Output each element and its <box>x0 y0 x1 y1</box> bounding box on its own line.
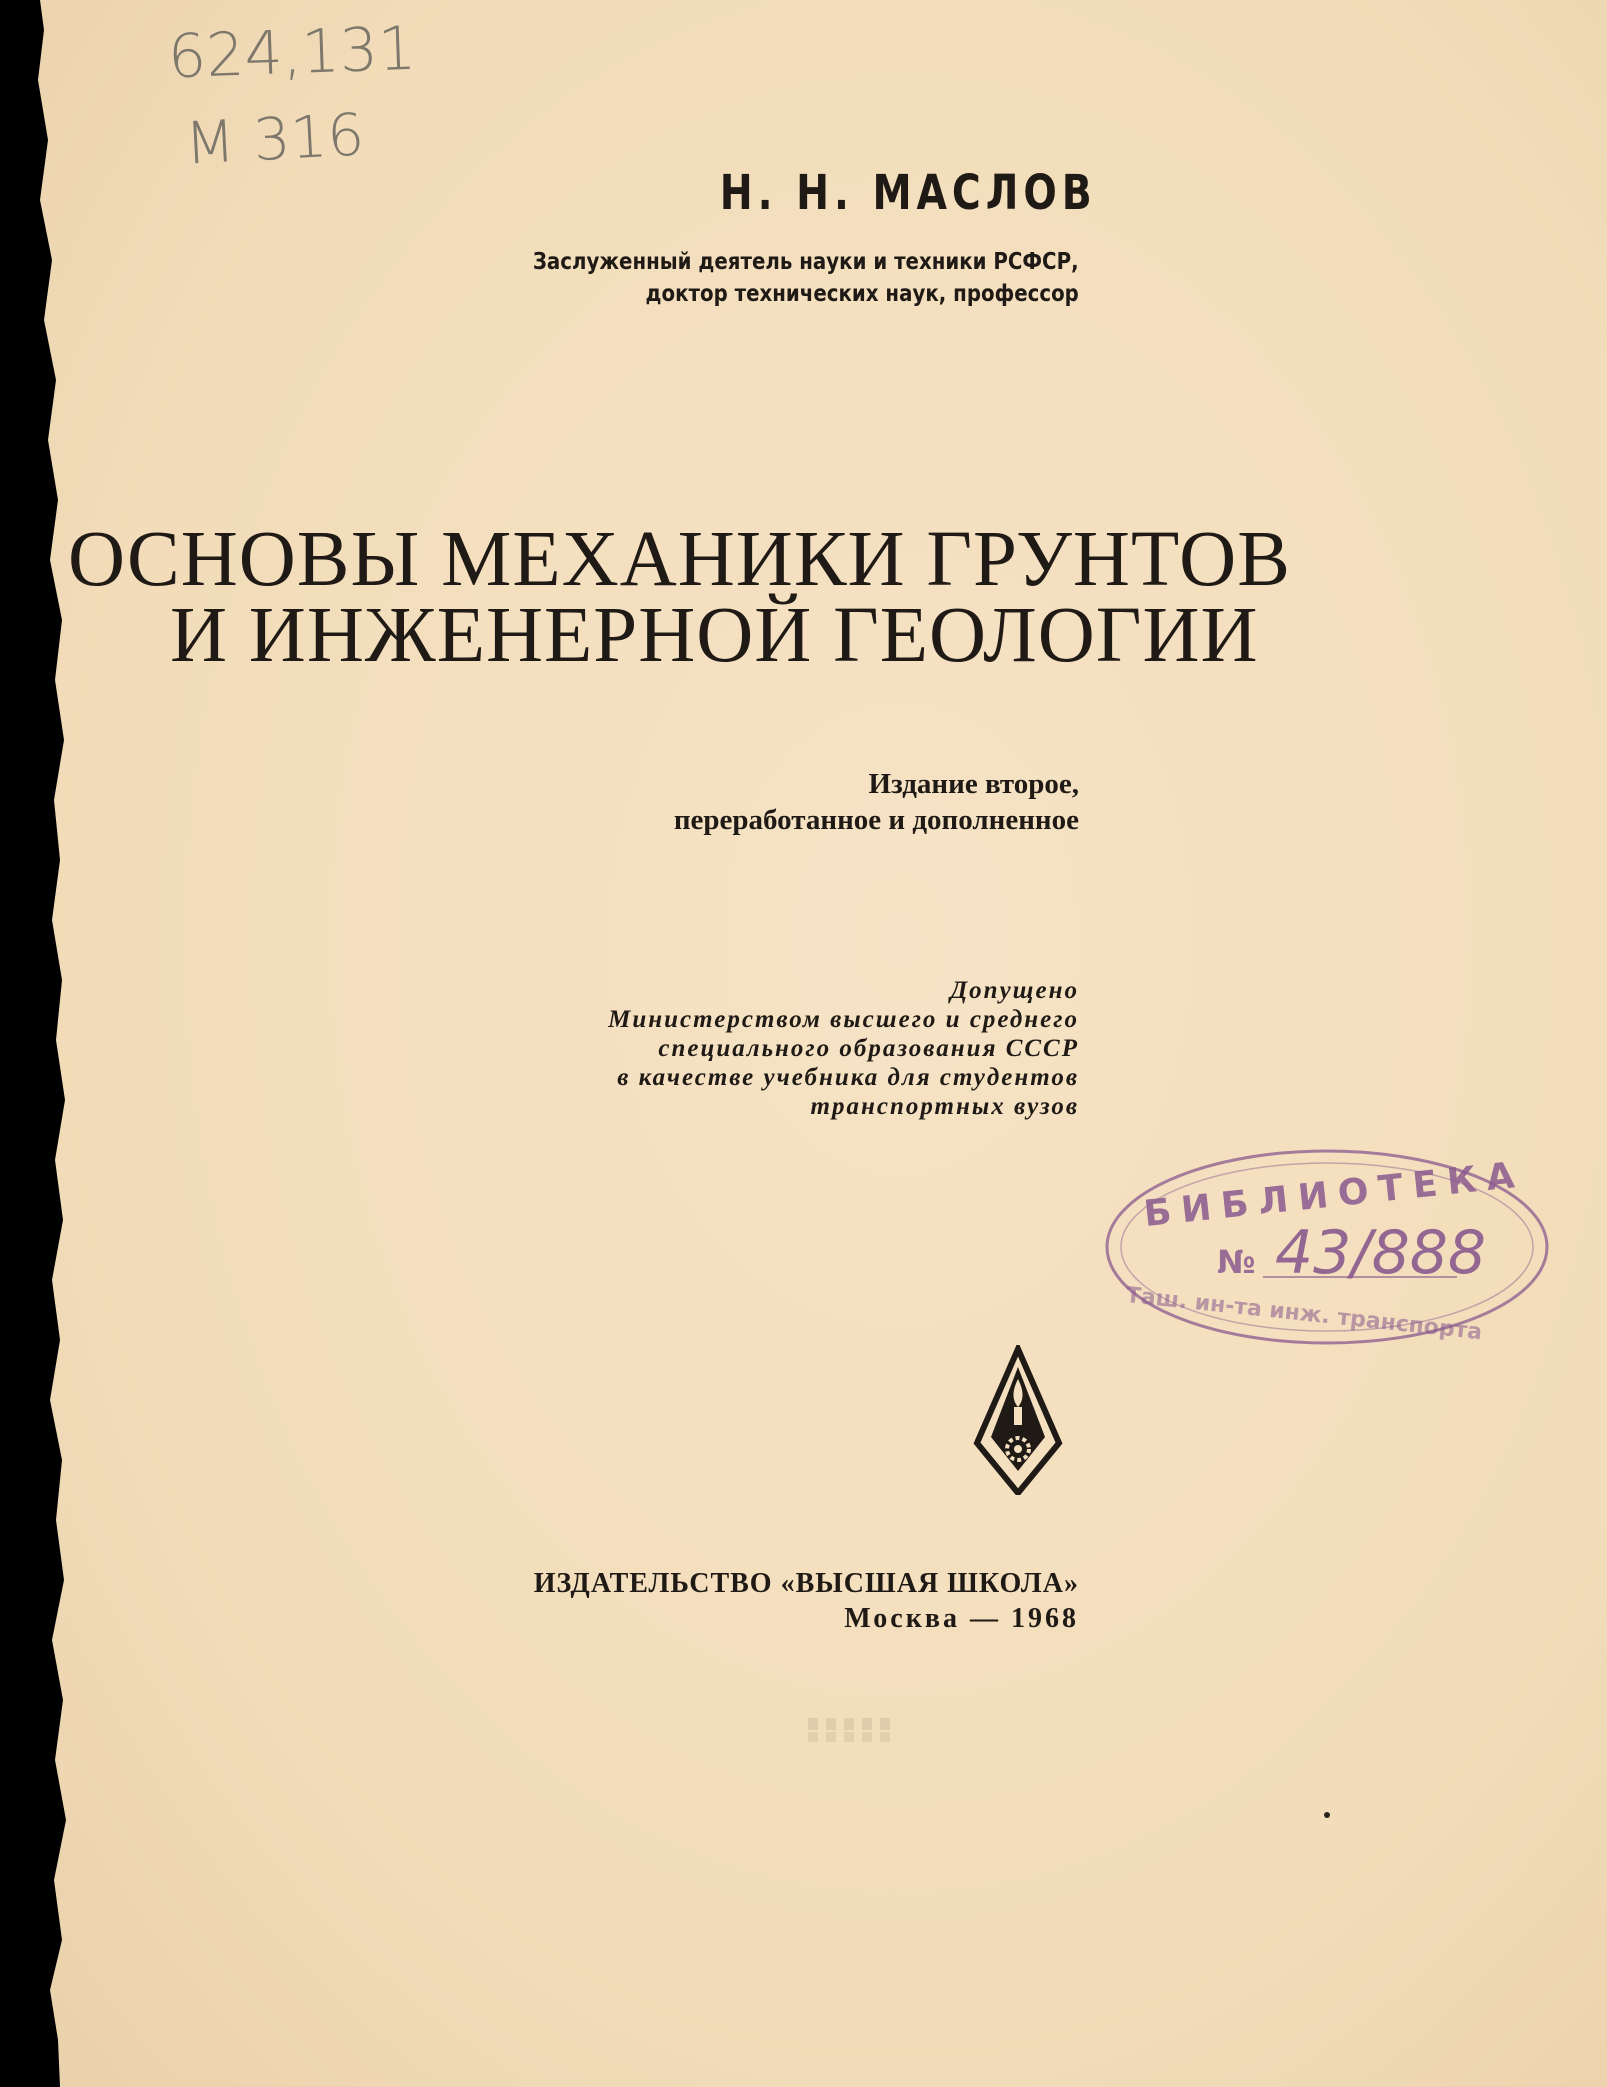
stamp-number-label: № <box>1217 1243 1256 1281</box>
book-title-line-1: ОСНОВЫ МЕХАНИКИ ГРУНТОВ <box>68 516 1291 603</box>
faint-mark-1 <box>808 1718 890 1730</box>
handwritten-classification: 624,131 <box>166 13 418 93</box>
stamp-number-value: 43/888 <box>1275 1218 1487 1288</box>
approval-line-4: в качестве учебника для студентов <box>617 1064 1079 1091</box>
edition-line-2: переработанное и дополненное <box>673 804 1079 836</box>
publisher-emblem-icon <box>973 1345 1063 1495</box>
approval-line-3: специального образования СССР <box>658 1035 1079 1062</box>
approval-line-1: Допущено <box>950 977 1079 1004</box>
publisher-name: ИЗДАТЕЛЬСТВО «ВЫСШАЯ ШКОЛА» <box>533 1568 1079 1599</box>
author-credentials-line-2: доктор технических наук, профессор <box>645 281 1079 307</box>
publisher-place-year: Москва — 1968 <box>844 1603 1079 1634</box>
stamp-header: БИБЛИОТЕКА <box>1141 1154 1527 1236</box>
library-stamp <box>1095 1135 1565 1365</box>
handwritten-cutter-number: M 316 <box>183 100 366 178</box>
approval-line-2: Министерством высшего и среднего <box>608 1006 1079 1033</box>
author-name: Н. Н. МАСЛОВ <box>720 165 1097 221</box>
edition-line-1: Издание второе, <box>868 768 1079 800</box>
approval-line-5: транспортных вузов <box>810 1093 1079 1120</box>
book-title-line-2: И ИНЖЕНЕРНОЙ ГЕОЛОГИИ <box>170 592 1259 679</box>
stamp-footer: Таш. ин-та инж. транспорта <box>1124 1282 1484 1346</box>
faint-mark-2 <box>808 1732 890 1742</box>
author-credentials-line-1: Заслуженный деятель науки и техники РСФСР, <box>533 249 1079 275</box>
ink-dot <box>1324 1812 1330 1818</box>
